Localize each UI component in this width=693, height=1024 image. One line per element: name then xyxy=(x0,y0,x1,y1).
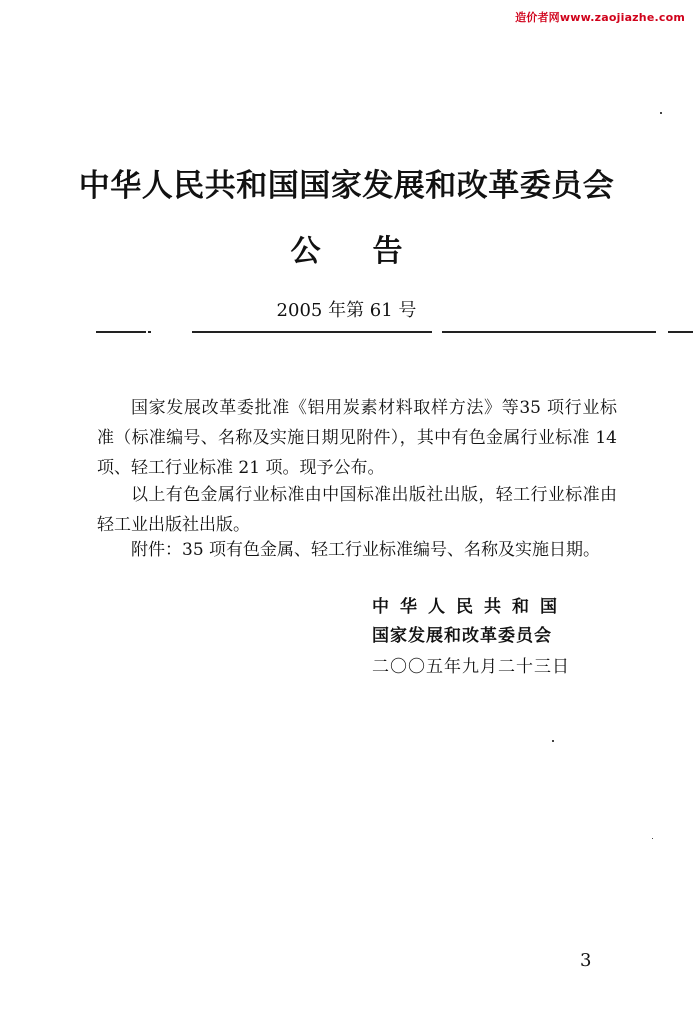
scan-speck xyxy=(552,740,554,742)
document-number: 2005 年第 61 号 xyxy=(276,300,417,321)
signature-agency: 国家发展和改革委员会 xyxy=(372,626,552,646)
document-type-heading: 公告 xyxy=(290,234,455,269)
scan-speck xyxy=(652,838,653,839)
body-paragraph-attachment: 附件：35 项有色金属、轻工行业标准编号、名称及实施日期。 xyxy=(131,540,601,560)
page-number: 3 xyxy=(580,950,592,971)
signature-date: 二〇〇五年九月二十三日 xyxy=(372,657,570,677)
issuing-agency-title: 中华人民共和国国家发展和改革委员会 xyxy=(78,168,615,204)
watermark-text: 造价者网www.zaojiazhe.com xyxy=(515,11,685,24)
signature-country: 中华人民共和国 xyxy=(372,597,568,617)
body-paragraph-publisher: 以上有色金属行业标准由中国标准出版社出版，轻工行业标准由轻工业出版社出版。 xyxy=(97,485,617,535)
header-divider-line xyxy=(96,331,618,335)
scan-speck xyxy=(660,112,662,114)
body-paragraph-approval: 国家发展改革委批准《铝用炭素材料取样方法》等35 项行业标准（标准编号、名称及实施日期见附件），其中有色金属行业标准 14 项、轻工行业标准 21 项。现予公布。 xyxy=(97,398,617,478)
